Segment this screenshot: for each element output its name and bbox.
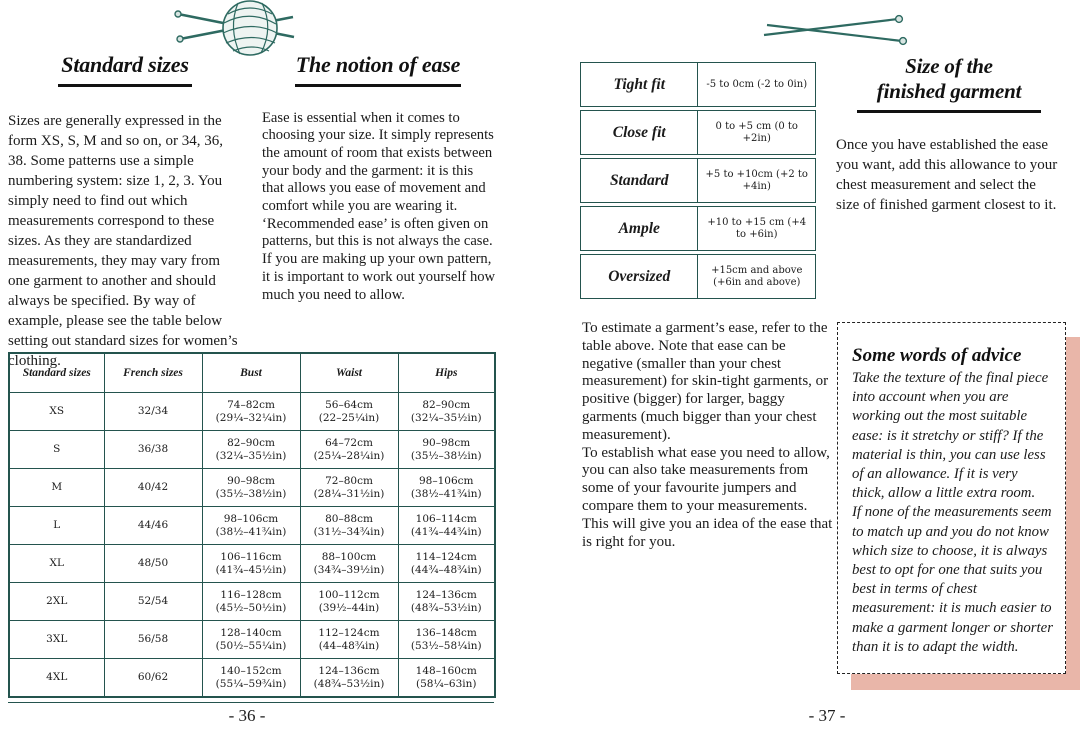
header-standard-sizes: Standard sizes bbox=[9, 353, 104, 393]
table-row bbox=[580, 158, 816, 203]
hips-cm: 148–160cm bbox=[415, 664, 477, 677]
hips-cm: 98–106cm bbox=[419, 474, 474, 487]
waist-cell bbox=[300, 393, 398, 431]
header-hips: Hips bbox=[398, 353, 495, 393]
hips-in: (48¾–53½in) bbox=[410, 601, 482, 614]
crossed-knitting-needles-icon bbox=[760, 8, 910, 55]
fit-label: Tight fit bbox=[581, 63, 698, 106]
waist-cm: 112–124cm bbox=[318, 626, 380, 639]
hips-cm: 114–124cm bbox=[415, 550, 477, 563]
table-row bbox=[580, 110, 816, 155]
table-row bbox=[9, 545, 495, 583]
fit-label: Close fit bbox=[581, 111, 698, 154]
estimate-paragraph-1: To estimate a garment’s ease, refer to the table above. Note that ease can be negative (smaller than your chest measurement) for skin-tight garments, or positive (bigger) for larger, baggy garments (much bigger than your chest measurement). bbox=[582, 320, 829, 443]
table-row bbox=[9, 469, 495, 507]
finished-garment-title bbox=[836, 54, 1062, 104]
waist-cm: 100–112cm bbox=[318, 588, 380, 601]
hips-in: (53½–58¼in) bbox=[410, 639, 482, 652]
hips-in: (58¼–63in) bbox=[416, 677, 477, 690]
hips-cell bbox=[398, 469, 495, 507]
size-cell: L bbox=[9, 507, 104, 545]
bust-in: (29¼–32¼in) bbox=[215, 411, 287, 424]
title-line2: finished garment bbox=[876, 79, 1022, 103]
waist-in: (31½–34¾in) bbox=[313, 525, 385, 538]
size-cell: 2XL bbox=[9, 583, 104, 621]
table-row bbox=[9, 431, 495, 469]
hips-cm: 124–136cm bbox=[415, 588, 477, 601]
table-row bbox=[580, 206, 816, 251]
hips-cell bbox=[398, 431, 495, 469]
size-cell: M bbox=[9, 469, 104, 507]
waist-in: (44–48¾in) bbox=[318, 639, 380, 652]
size-cell: XL bbox=[9, 545, 104, 583]
header-french-sizes: French sizes bbox=[104, 353, 202, 393]
fit-value: +15cm and above (+6in and above) bbox=[711, 264, 803, 288]
size-cell: 3XL bbox=[9, 621, 104, 659]
table-row bbox=[9, 659, 495, 698]
waist-cell bbox=[300, 507, 398, 545]
bust-cm: 128–140cm bbox=[220, 626, 282, 639]
page-number-right: - 37 - bbox=[808, 706, 846, 725]
table-row bbox=[9, 393, 495, 431]
title-underline bbox=[857, 110, 1041, 113]
bust-cm: 74–82cm bbox=[227, 398, 275, 411]
hips-cell bbox=[398, 507, 495, 545]
bust-in: (38½–41¾in) bbox=[215, 525, 287, 538]
table-row bbox=[580, 62, 816, 107]
notion-of-ease-section bbox=[258, 52, 498, 304]
hips-in: (35½–38½in) bbox=[410, 449, 482, 462]
fit-value: 0 to +5 cm (0 to +2in) bbox=[715, 120, 798, 144]
bust-cell bbox=[202, 469, 300, 507]
sizes-table bbox=[8, 352, 494, 703]
fit-label: Standard bbox=[581, 159, 698, 202]
bust-in: (41¾–45½in) bbox=[215, 563, 287, 576]
bust-cm: 98–106cm bbox=[223, 512, 279, 525]
bust-cm: 116–128cm bbox=[220, 588, 282, 601]
hips-in: (41¾–44¾in) bbox=[410, 525, 482, 538]
french-cell: 60/62 bbox=[104, 659, 202, 698]
waist-cm: 64–72cm bbox=[325, 436, 373, 449]
waist-cell bbox=[300, 469, 398, 507]
hips-cell bbox=[398, 659, 495, 698]
hips-in: (32¼–35½in) bbox=[410, 411, 482, 424]
french-cell: 52/54 bbox=[104, 583, 202, 621]
estimate-paragraph-2: To establish what ease you need to allow, you can also take measurements from some of your favourite jumpers and compare them to your measurements. This will give you an idea of the ease that is right for you. bbox=[582, 444, 833, 550]
waist-in: (25¼–28¼in) bbox=[313, 449, 385, 462]
hips-cell bbox=[398, 393, 495, 431]
notion-of-ease-body: Ease is essential when it comes to choosing your size. It simply represents the amount of room that exists between your body and the garment: it is this that allows you ease of movement and comfort while you are wearing it. ‘Recommended ease’ is often given on patterns, but this is not always the case. If you are making up your own pattern, it is important to work out yourself how much you need to allow. bbox=[262, 109, 496, 303]
french-cell: 44/46 bbox=[104, 507, 202, 545]
bust-in: (32¼–35½in) bbox=[215, 449, 287, 462]
header-waist: Waist bbox=[300, 353, 398, 393]
hips-cell bbox=[398, 583, 495, 621]
fit-value: +10 to +15 cm (+4 to +6in) bbox=[707, 216, 807, 240]
advice-paragraph-1: Take the texture of the final piece into account when you are working out the most suitable ease: is it stretchy or stiff? If the material is thin, you can use less of an allowance. If it is very thick, allow a little extra room. bbox=[852, 370, 1049, 502]
bust-cell bbox=[202, 431, 300, 469]
waist-in: (22–25¼in) bbox=[318, 411, 380, 424]
bust-in: (55¼–59¾in) bbox=[215, 677, 287, 690]
waist-cell bbox=[300, 659, 398, 698]
waist-cell bbox=[300, 621, 398, 659]
french-cell: 40/42 bbox=[104, 469, 202, 507]
waist-in: (48¾–53½in) bbox=[313, 677, 385, 690]
waist-cm: 88–100cm bbox=[321, 550, 377, 563]
waist-cell bbox=[300, 545, 398, 583]
finished-garment-body: Once you have established the ease you want, add this allowance to your chest measurement and select the size of finished garment closest to it. bbox=[836, 136, 1058, 213]
size-cell: XS bbox=[9, 393, 104, 431]
bust-cm: 106–116cm bbox=[220, 550, 282, 563]
french-cell: 32/34 bbox=[104, 393, 202, 431]
bust-in: (35½–38½in) bbox=[215, 487, 287, 500]
bust-in: (50½–55¼in) bbox=[215, 639, 287, 652]
advice-paragraph-2: If none of the measurements seem to match up and you do not know which size to choose, it is always best to opt for one that suits you best in terms of chest measurement: it is much easier to make a garment longer or shorter than it is to adapt the width. bbox=[852, 504, 1053, 655]
waist-cm: 56–64cm bbox=[325, 398, 373, 411]
hips-cm: 136–148cm bbox=[415, 626, 477, 639]
waist-cell bbox=[300, 431, 398, 469]
header-bust: Bust bbox=[202, 353, 300, 393]
table-row bbox=[9, 583, 495, 621]
standard-sizes-body: Sizes are generally expressed in the form XS, S, M and so on, or 34, 36, 38. Some patterns use a simple numbering system: size 1, 2, 3. You simply need to find out which measurements correspond to these sizes. As they are standardized measurements, they may vary from one garment to another and should always be specified. By way of example, please see the table below setting out standard sizes for women’s clothing. bbox=[8, 112, 238, 369]
size-cell: S bbox=[9, 431, 104, 469]
bust-cell bbox=[202, 659, 300, 698]
sizes-table-header-row bbox=[9, 353, 495, 393]
bust-cm: 90–98cm bbox=[227, 474, 275, 487]
standard-sizes-section bbox=[8, 52, 242, 371]
estimate-ease-paragraphs bbox=[582, 320, 836, 551]
bust-cell bbox=[202, 393, 300, 431]
waist-cm: 80–88cm bbox=[325, 512, 373, 525]
french-cell: 36/38 bbox=[104, 431, 202, 469]
french-cell: 56/58 bbox=[104, 621, 202, 659]
bust-cm: 140–152cm bbox=[220, 664, 282, 677]
hips-cell bbox=[398, 621, 495, 659]
fit-value: +5 to +10cm (+2 to +4in) bbox=[705, 168, 808, 192]
french-cell: 48/50 bbox=[104, 545, 202, 583]
bust-in: (45½–50½in) bbox=[215, 601, 287, 614]
hips-cm: 106–114cm bbox=[415, 512, 477, 525]
hips-in: (38½–41¾in) bbox=[410, 487, 482, 500]
waist-cm: 72–80cm bbox=[325, 474, 373, 487]
table-row bbox=[9, 507, 495, 545]
title-underline bbox=[58, 84, 192, 87]
bust-cell bbox=[202, 507, 300, 545]
standard-sizes-title: Standard sizes bbox=[61, 52, 189, 77]
size-cell: 4XL bbox=[9, 659, 104, 698]
waist-in: (34¾–39½in) bbox=[313, 563, 385, 576]
table-row bbox=[9, 621, 495, 659]
fit-label: Oversized bbox=[581, 255, 698, 298]
hips-cell bbox=[398, 545, 495, 583]
bust-cm: 82–90cm bbox=[227, 436, 275, 449]
advice-title: Some words of advice bbox=[852, 345, 1022, 366]
hips-in: (44¾–48¾in) bbox=[410, 563, 482, 576]
bust-cell bbox=[202, 583, 300, 621]
notion-of-ease-title: The notion of ease bbox=[295, 52, 461, 77]
finished-garment-section bbox=[836, 54, 1062, 215]
title-line1: Size of the bbox=[905, 54, 993, 78]
title-underline bbox=[295, 84, 461, 87]
waist-cm: 124–136cm bbox=[318, 664, 380, 677]
bust-cell bbox=[202, 545, 300, 583]
ease-fit-table bbox=[580, 62, 816, 302]
table-row bbox=[580, 254, 816, 299]
advice-box bbox=[837, 322, 1066, 674]
page-number-left: - 36 - bbox=[228, 706, 266, 725]
waist-in: (28¼–31½in) bbox=[313, 487, 385, 500]
hips-cm: 82–90cm bbox=[422, 398, 471, 411]
waist-in: (39½–44in) bbox=[318, 601, 380, 614]
fit-label: Ample bbox=[581, 207, 698, 250]
waist-cell bbox=[300, 583, 398, 621]
hips-cm: 90–98cm bbox=[422, 436, 471, 449]
fit-value: -5 to 0cm (-2 to 0in) bbox=[706, 78, 808, 90]
bust-cell bbox=[202, 621, 300, 659]
